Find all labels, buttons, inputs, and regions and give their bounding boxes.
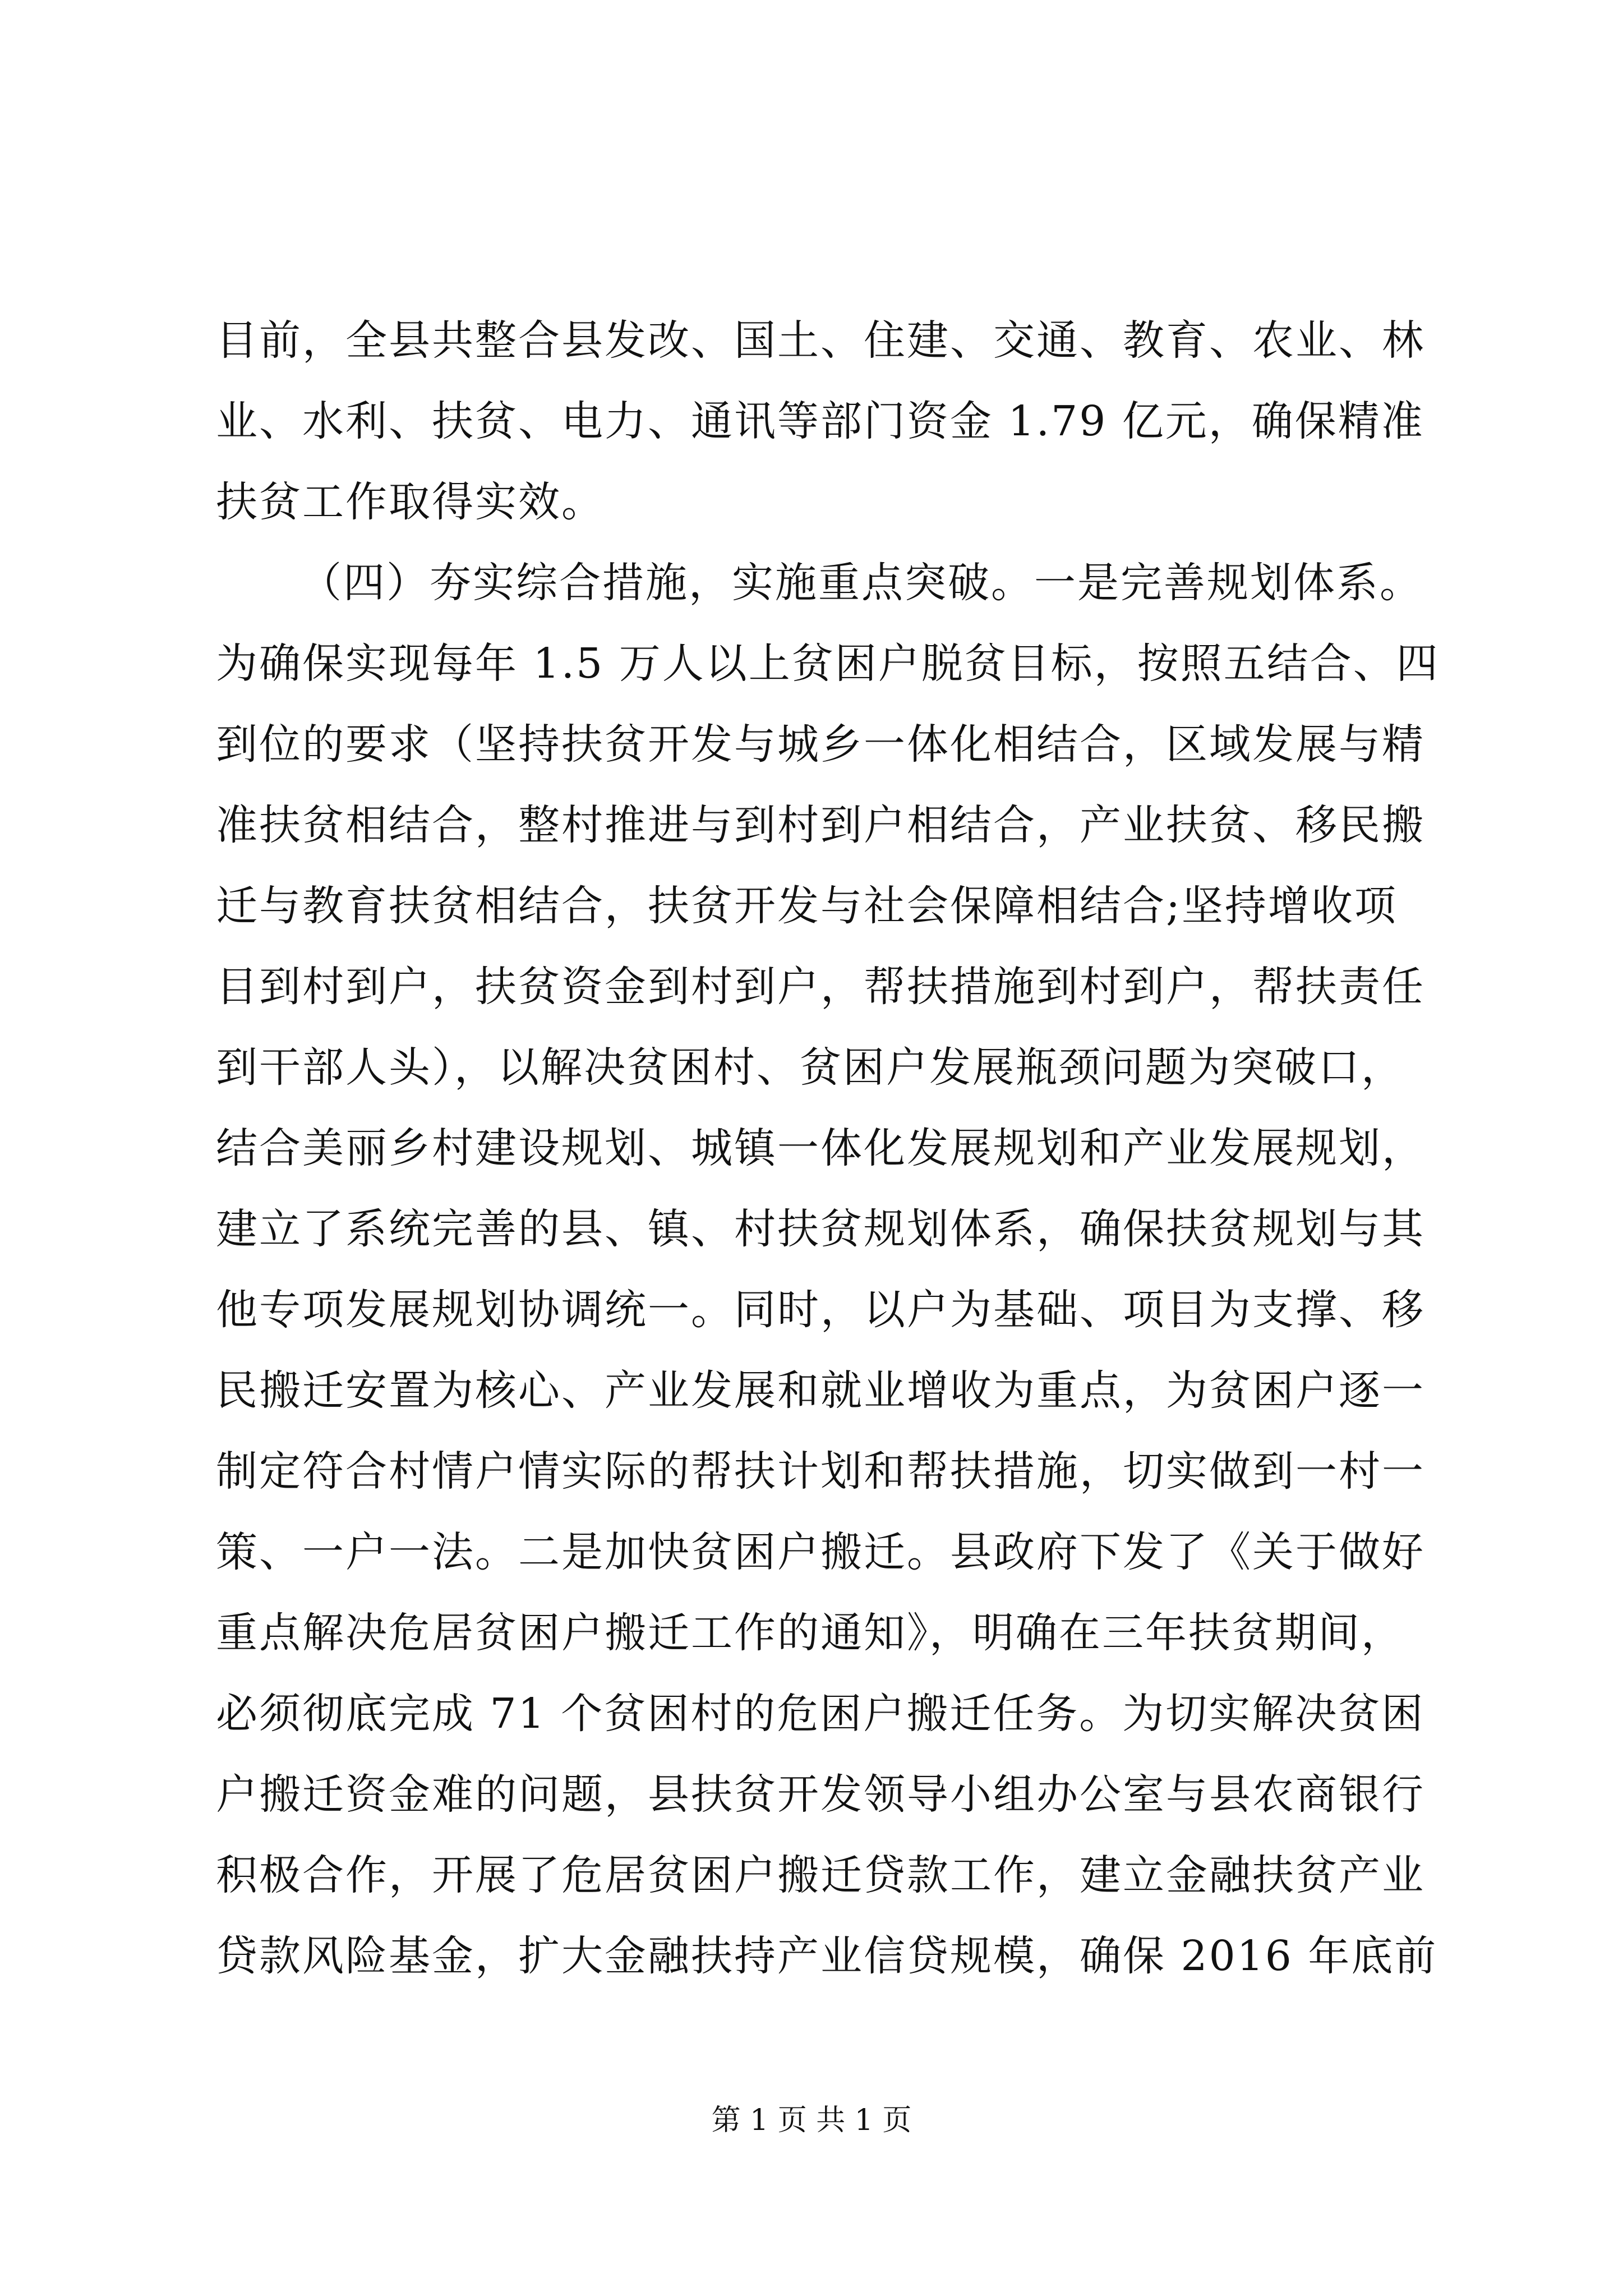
text-line: 准扶贫相结合，整村推进与到村到户相结合，产业扶贫、移民搬: [216, 801, 1425, 849]
text-line: 目前，全县共整合县发改、国土、住建、交通、教育、农业、林: [216, 316, 1425, 365]
text-line: 到干部人头），以解决贫困村、贫困户发展瓶颈问题为突破口，: [216, 1043, 1404, 1092]
text-line: 户搬迁资金难的问题，县扶贫开发领导小组办公室与县农商银行: [216, 1770, 1425, 1819]
text-line: 重点解决危居贫困户搬迁工作的通知》，明确在三年扶贫期间，: [216, 1609, 1404, 1657]
page-footer: [0, 2098, 1623, 2143]
text-line: 业、水利、扶贫、电力、通讯等部门资金 1.79 亿元，确保精准: [216, 397, 1424, 445]
text-line: 必须彻底完成 71 个贫困村的危困户搬迁任务。为切实解决贫困: [216, 1690, 1425, 1738]
body-text: [216, 300, 1440, 1996]
text-line: 迁与教育扶贫相结合，扶贫开发与社会保障相结合;坚持增收项: [216, 882, 1398, 930]
text-line: 他专项发展规划协调统一。同时，以户为基础、项目为支撑、移: [216, 1286, 1425, 1334]
text-line: 目到村到户，扶贫资金到村到户，帮扶措施到村到户，帮扶责任: [216, 963, 1425, 1011]
text-line: 到位的要求（坚持扶贫开发与城乡一体化相结合，区域发展与精: [216, 720, 1425, 769]
text-line: 贷款风险基金，扩大金融扶持产业信贷规模，确保 2016 年底前: [216, 1932, 1438, 1980]
text-line: 为确保实现每年 1.5 万人以上贫困户脱贫目标，按照五结合、四: [216, 639, 1440, 688]
page-number: 第 1 页 共 1 页: [711, 2104, 912, 2137]
text-line: 结合美丽乡村建设规划、城镇一体化发展规划和产业发展规划，: [216, 1124, 1425, 1172]
text-line: 建立了系统完善的县、镇、村扶贫规划体系，确保扶贫规划与其: [216, 1205, 1425, 1253]
text-line: 扶贫工作取得实效。: [216, 478, 605, 526]
text-line: 策、一户一法。二是加快贫困户搬迁。县政府下发了《关于做好: [216, 1528, 1425, 1576]
paragraph-first-line: （四）夯实综合措施，实施重点突破。一是完善规划体系。: [300, 559, 1423, 607]
text-line: 制定符合村情户情实际的帮扶计划和帮扶措施，切实做到一村一: [216, 1447, 1425, 1496]
text-line: 积极合作，开展了危居贫困户搬迁贷款工作，建立金融扶贫产业: [216, 1851, 1425, 1899]
text-line: 民搬迁安置为核心、产业发展和就业增收为重点，为贫困户逐一: [216, 1366, 1425, 1415]
